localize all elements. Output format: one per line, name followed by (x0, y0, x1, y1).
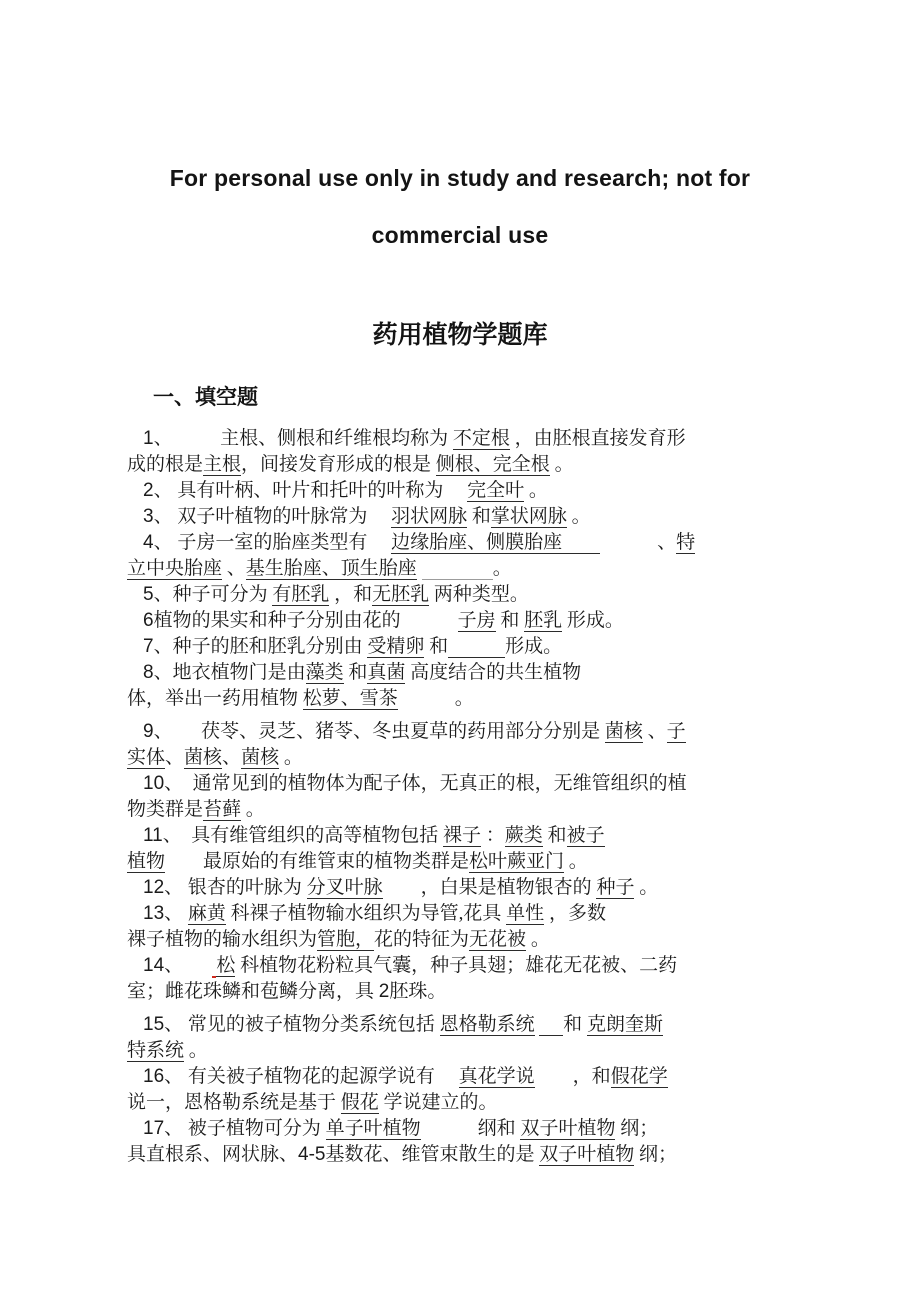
question-text: 有关被子植物花的起源学说有 (183, 1066, 459, 1087)
question-text: 和 (495, 610, 525, 631)
answer-text: 松 (216, 955, 236, 976)
question-2 (127, 478, 800, 504)
answer-text: 菌核 (604, 721, 643, 742)
question-text: 和 (343, 662, 368, 683)
question-text (174, 955, 212, 976)
question-text: 形成。 (562, 610, 624, 631)
question-text: 基数花、维管束散生的是 (325, 1144, 540, 1165)
answer-text: 分叉叶脉 (306, 877, 383, 898)
question-line (127, 1012, 800, 1038)
question-text: 具有叶柄、叶片和托叶的叶称为 (172, 480, 468, 501)
answer-text: 受精卵 (367, 636, 425, 657)
question-text: 物类群是 (127, 799, 204, 820)
question-5 (127, 582, 800, 608)
answer-text: 特 (676, 532, 696, 553)
question-text: 16、 (143, 1066, 184, 1087)
question-text: 主根、侧根和纤维根均称为 (163, 428, 453, 449)
question-text: 14、 (143, 955, 174, 976)
question-text: 花的特征为 (374, 929, 470, 950)
question-3 (127, 504, 800, 530)
answer-text: 双子叶植物 (539, 1144, 635, 1165)
answer-text: 无胚乳 (372, 584, 430, 605)
copyright-notice (0, 0, 920, 264)
question-line (127, 530, 800, 556)
answer-text: 假花学 (610, 1066, 668, 1087)
question-text: 。 (279, 747, 303, 768)
question-text: 5、 (143, 584, 173, 605)
question-text: 银杏的叶脉为 (183, 877, 307, 898)
question-text: 。 (492, 558, 512, 579)
question-text: 7、 (143, 636, 173, 657)
question-text: 、 (222, 747, 242, 768)
question-text: ： (481, 825, 505, 846)
question-line (127, 953, 800, 979)
question-text: 12、 (143, 877, 184, 898)
question-text: 科裸子植物输水组织为导管,花具 (225, 903, 507, 924)
question-text: 6 (143, 610, 154, 631)
question-text: ，多数 (544, 903, 606, 924)
answer-text: 主根 (203, 454, 242, 475)
answer-text: 无花被 (469, 929, 527, 950)
question-text: 地衣植物门是由 (172, 662, 306, 683)
question-17 (127, 1116, 800, 1168)
question-text: 科植物花粉粒具气囊，种子具翅；雄花无花被、二药 (235, 955, 678, 976)
answer-text: 假花 (340, 1092, 379, 1113)
answer-text: 子 (666, 721, 686, 742)
question-11 (127, 823, 800, 875)
question-text: 4、 (143, 532, 173, 553)
question-6 (127, 608, 800, 634)
question-text: 、 (642, 721, 667, 742)
question-text: 通常见到的植物体为配子体，无真正的根，无维管组织的植 (173, 773, 687, 794)
document-title: 药用植物学题库 (372, 321, 548, 349)
question-text: 和 (467, 506, 491, 527)
question-line (127, 660, 800, 686)
question-text: 。 (564, 851, 588, 872)
question-line (127, 582, 800, 608)
question-text: 形成。 (505, 636, 563, 657)
question-line (127, 452, 800, 478)
question-text: 和 (542, 825, 567, 846)
question-line (127, 504, 800, 530)
question-text: 体，举出一药用植物 (127, 688, 303, 709)
question-line (127, 745, 800, 771)
question-text: 种子可分为 (172, 584, 273, 605)
question-line (127, 686, 800, 712)
question-text: 植物的果实和种子分别由花的 (153, 610, 458, 631)
question-text: 。 (241, 799, 265, 820)
question-line (127, 927, 800, 953)
question-text: 室；雌花珠鳞和苞鳞分离，具 (127, 981, 379, 1002)
question-line (127, 1090, 800, 1116)
question-line (127, 1038, 800, 1064)
answer-text: 掌状网脉 (490, 506, 567, 527)
question-text: 高度结合的共生植物 (405, 662, 582, 683)
question-line (127, 875, 800, 901)
answer-text: 植物 (127, 851, 166, 872)
question-text: 2 (378, 981, 390, 1002)
question-line (127, 426, 800, 452)
answer-text: 克朗奎斯 (586, 1014, 663, 1035)
question-text: ，和 (534, 1066, 611, 1087)
question-text: 15、 (143, 1014, 184, 1035)
question-line (127, 823, 800, 849)
answer-text: 蕨类 (504, 825, 543, 846)
question-text: 。 (397, 688, 474, 709)
question-line (127, 771, 800, 797)
answer-text: 菌核 (184, 747, 223, 768)
answer-text: 侧根、完全根 (435, 454, 550, 475)
answer-text (422, 558, 493, 580)
question-text: 10、 (143, 773, 174, 794)
question-line (127, 608, 800, 634)
question-text: 。 (634, 877, 659, 898)
question-text: 和 (563, 1014, 587, 1035)
answer-text: 松叶蕨亚门 (469, 851, 565, 872)
answer-text: 不定根 (452, 428, 510, 449)
question-14 (127, 953, 800, 1005)
answer-text: 管胞， (317, 929, 375, 950)
answer-text: 单性 (506, 903, 545, 924)
question-1 (127, 426, 800, 478)
answer-text: 麻黄 (187, 903, 226, 924)
question-line (127, 979, 800, 1005)
question-text: 4-5 (298, 1144, 326, 1165)
answer-text: 种子 (596, 877, 635, 898)
question-text: 。 (526, 929, 550, 950)
answer-text: 胚乳 (524, 610, 563, 631)
question-text: 3、 (143, 506, 173, 527)
answer-text: 真菌 (367, 662, 406, 683)
question-line (127, 1116, 800, 1142)
answer-text: 子房 (457, 610, 496, 631)
section-heading: 一、填空题 (153, 386, 258, 409)
copyright-notice-line1: For personal use only in study and research; not for (169, 165, 751, 191)
answer-text: 菌核 (241, 747, 280, 768)
question-text: 纲和 (420, 1118, 521, 1139)
question-text: 具有维管组织的高等植物包括 (172, 825, 443, 846)
answer-text: 特系统 (127, 1040, 185, 1061)
question-text: ，和 (329, 584, 373, 605)
question-text (417, 558, 422, 579)
question-line (127, 797, 800, 823)
question-text: 2、 (143, 480, 173, 501)
question-text: 裸子植物的输水组织为 (127, 929, 318, 950)
answer-text: 真花学说 (458, 1066, 535, 1087)
question-line (127, 478, 800, 504)
answer-text (539, 1014, 563, 1036)
question-10 (127, 771, 800, 823)
answer-text: 双子叶植物 (520, 1118, 616, 1139)
question-text: 13、 (143, 903, 184, 924)
question-text: 最原始的有维管束的植物类群是 (165, 851, 470, 872)
answer-text (562, 532, 600, 554)
question-15 (127, 1012, 800, 1064)
question-text: 。 (566, 506, 591, 527)
question-text: 学说建立的。 (378, 1092, 498, 1113)
answer-text: 恩格勒系统 (439, 1014, 535, 1035)
question-text: 17、 (143, 1118, 184, 1139)
answer-text: 松萝、雪茶 (302, 688, 398, 709)
answer-text: 单子叶植物 (325, 1118, 421, 1139)
copyright-notice-line2: commercial use (371, 222, 549, 248)
question-text: 纲； (615, 1118, 659, 1139)
question-text: 种子的胚和胚乳分别由 (172, 636, 368, 657)
question-text: 两种类型。 (429, 584, 529, 605)
question-line (127, 1064, 800, 1090)
question-12 (127, 875, 800, 901)
question-text: 9、 (143, 721, 164, 742)
question-line (127, 634, 800, 660)
question-text: 子房一室的胎座类型有 (172, 532, 392, 553)
question-line (127, 849, 800, 875)
question-text: 、 (165, 747, 185, 768)
answer-text: 裸子 (443, 825, 482, 846)
question-4 (127, 530, 800, 582)
questions-list (127, 426, 800, 1168)
answer-text: 羽状网脉 (391, 506, 468, 527)
answer-text: 立中央胎座 (127, 558, 223, 579)
question-text: 常见的被子植物分类系统包括 (183, 1014, 440, 1035)
answer-text: 实体 (127, 747, 166, 768)
question-text: ，由胚根直接发育形 (509, 428, 686, 449)
question-line (127, 901, 800, 927)
question-text: 。 (524, 480, 548, 501)
question-text: 双子叶植物的叶脉常为 (172, 506, 392, 527)
question-9 (127, 719, 800, 771)
question-7 (127, 634, 800, 660)
question-text: 具直根系、网状脉、 (127, 1144, 299, 1165)
question-line (127, 719, 800, 745)
question-text: 胚珠。 (389, 981, 447, 1002)
question-text: 、 (600, 532, 677, 553)
answer-text: 被子 (566, 825, 605, 846)
question-line (127, 556, 800, 582)
question-text: 。 (549, 454, 574, 475)
question-text: 纲； (634, 1144, 678, 1165)
question-13 (127, 901, 800, 953)
question-text: 。 (184, 1040, 208, 1061)
question-text: 8、 (143, 662, 173, 683)
question-text: 、 (222, 558, 246, 579)
question-8 (127, 660, 800, 712)
answer-text: 有胚乳 (272, 584, 330, 605)
question-text: ，白果是植物银杏的 (382, 877, 597, 898)
question-text: 被子植物可分为 (183, 1118, 326, 1139)
question-text: 11、 (143, 825, 173, 846)
answer-text: 苔藓 (203, 799, 242, 820)
answer-text: 基生胎座、顶生胎座 (245, 558, 417, 579)
question-text: 和 (424, 636, 449, 657)
question-text: 茯苓、灵芝、猪苓、冬虫夏草的药用部分分别是 (163, 721, 605, 742)
answer-text: 藻类 (305, 662, 344, 683)
question-16 (127, 1064, 800, 1116)
question-text: 成的根是 (127, 454, 204, 475)
question-text: 1、 (143, 428, 164, 449)
question-line (127, 1142, 800, 1168)
question-text: ，间接发育形成的根是 (241, 454, 436, 475)
answer-text (448, 636, 505, 658)
question-text: 说一，恩格勒系统是基于 (127, 1092, 341, 1113)
answer-text: 完全叶 (467, 480, 525, 501)
answer-text: 边缘胎座、侧膜胎座 (391, 532, 563, 553)
